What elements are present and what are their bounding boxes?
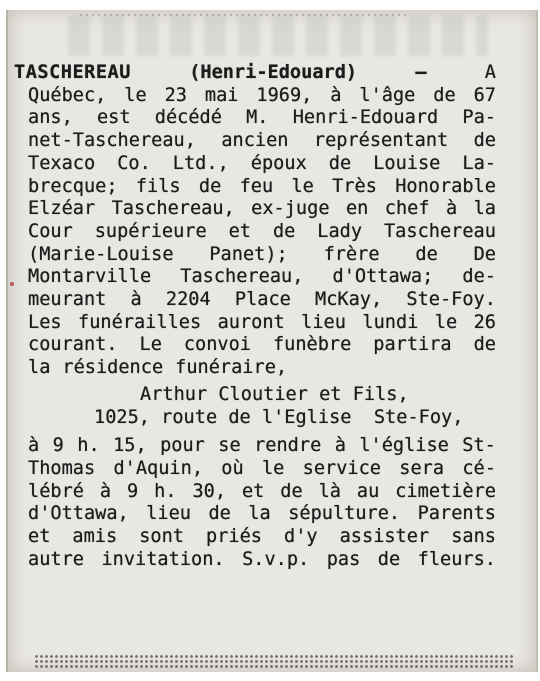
text-line: [28, 312, 496, 335]
word: rendre: [254, 435, 322, 457]
word: 67: [473, 84, 496, 106]
word: funérailles: [78, 311, 202, 333]
word: lébré: [28, 480, 84, 502]
word: de: [328, 152, 352, 174]
word: M.: [246, 107, 269, 129]
halftone-bottom-edge: [34, 654, 514, 670]
word: est: [96, 107, 131, 129]
word: résidence: [62, 357, 164, 379]
word: Place: [234, 289, 291, 311]
word: pour: [160, 435, 205, 457]
text-line: [28, 289, 496, 312]
text-line: [28, 458, 496, 481]
deceased-surname: TASCHEREAU: [14, 62, 131, 83]
word: 9: [52, 435, 64, 457]
word: d'Ottawa,: [28, 503, 129, 525]
text-line: [28, 198, 496, 221]
word: Très: [332, 175, 377, 197]
word: feu: [239, 175, 274, 197]
word: et: [28, 526, 51, 548]
notice-body: [28, 85, 496, 380]
word: Pa-: [462, 107, 496, 129]
text-line: [28, 334, 496, 357]
word: service: [302, 457, 382, 479]
word: McKay,: [315, 289, 383, 311]
word: De: [473, 243, 496, 265]
word: Ste-Foy.: [406, 289, 496, 311]
text-line: [28, 176, 496, 199]
text-line: [28, 549, 496, 572]
word: Québec,: [28, 84, 107, 106]
word: mai: [204, 84, 239, 106]
word: de: [208, 503, 231, 525]
word: pas: [326, 548, 361, 570]
word: à: [130, 289, 142, 311]
text-line: [28, 153, 496, 176]
word: auront: [217, 311, 285, 333]
word: Taschereau: [383, 220, 496, 242]
text-line: [28, 85, 496, 108]
word: à: [445, 198, 458, 220]
word: autre: [28, 548, 84, 570]
deceased-given-names: (Henri-Edouard): [189, 62, 358, 83]
word: représentant: [313, 130, 449, 152]
word: de: [280, 480, 303, 502]
word: en: [345, 198, 369, 220]
word: priés: [206, 526, 262, 548]
word: partira: [373, 334, 452, 356]
word: Ltd.,: [172, 152, 229, 174]
notice-header-line: [14, 62, 496, 85]
word: 9: [127, 480, 139, 502]
word: 15,: [113, 435, 147, 457]
word: d'Ottawa;: [332, 266, 434, 288]
word: S.v.p.: [242, 548, 310, 570]
word: où: [221, 457, 244, 479]
funeral-home-address: 1025, route de l'Eglise Ste-Foy,: [94, 406, 464, 428]
text-line: [28, 107, 496, 130]
word: la: [248, 503, 271, 525]
word: meurant: [28, 289, 107, 311]
word: 30,: [192, 480, 227, 502]
word: là: [318, 480, 341, 502]
word: à: [330, 84, 342, 106]
halftone-top-edge: [78, 12, 408, 20]
word: Henri-Edouard: [292, 107, 439, 129]
word: 2204: [165, 289, 211, 311]
obituary-notice: [14, 62, 496, 571]
word: à: [99, 480, 112, 502]
word: ancien: [221, 130, 289, 152]
ink-speck: [10, 282, 14, 286]
word: invitation.: [101, 548, 225, 570]
word: sépulture.: [288, 503, 401, 525]
reverse-side-bleed: [68, 16, 488, 56]
word: Panet);: [209, 243, 288, 265]
word: de: [473, 130, 496, 152]
word: Montarville: [28, 266, 152, 288]
word: amis: [72, 526, 118, 548]
word: la: [473, 198, 496, 220]
word: Louise: [373, 152, 441, 174]
text-line: [28, 244, 496, 267]
word: chef: [384, 198, 430, 220]
word: le: [434, 311, 458, 333]
word: d'Aquin,: [113, 457, 204, 479]
word: St-: [462, 435, 496, 457]
word: cé-: [462, 457, 496, 479]
word: sera: [399, 457, 445, 479]
word: funéraire,: [175, 357, 288, 379]
word: de: [415, 243, 438, 265]
word: Thomas: [28, 457, 96, 479]
word: cimetière: [395, 480, 496, 502]
word: funèbre: [272, 334, 352, 356]
word: fils: [135, 175, 181, 197]
word: le: [261, 457, 285, 479]
word: frère: [323, 243, 380, 265]
word: la: [28, 357, 51, 379]
word: se: [218, 435, 241, 457]
word: à: [28, 435, 40, 457]
header-dash: —: [415, 62, 427, 83]
word: Taschereau,: [111, 198, 235, 220]
word: et: [228, 220, 251, 242]
word: l'âge: [359, 84, 416, 106]
word: Les: [28, 311, 62, 333]
word: Le: [139, 334, 162, 356]
word: de: [198, 175, 222, 197]
word: h.: [77, 435, 100, 457]
text-line: [28, 481, 496, 504]
word: La-: [462, 152, 496, 174]
text-line: [28, 221, 496, 244]
word: décédé: [154, 107, 222, 129]
word: 26: [473, 311, 496, 333]
notice-closing: [28, 435, 496, 571]
word: ex-juge: [251, 198, 330, 220]
text-line: [28, 130, 496, 153]
word: Lady: [317, 220, 363, 242]
word: supérieure: [94, 220, 207, 242]
word: sans: [451, 526, 496, 548]
text-line: [28, 503, 496, 526]
word: Co.: [117, 152, 151, 174]
word: de: [433, 84, 456, 106]
text-line: [28, 266, 496, 289]
word: sont: [139, 526, 184, 548]
word: de: [473, 334, 496, 356]
word: (Marie-Louise: [28, 243, 174, 265]
word: lieu: [301, 311, 346, 333]
word: de: [272, 220, 296, 242]
word: lieu: [146, 503, 191, 525]
word: d'y: [284, 526, 318, 548]
word: Honorable: [395, 175, 496, 197]
word: convoi: [183, 334, 251, 356]
word: l'église: [359, 435, 449, 457]
header-lead-word: A: [484, 62, 496, 83]
word: au: [356, 480, 380, 502]
word: époux: [250, 152, 307, 174]
word: de: [377, 548, 401, 570]
word: Taschereau,: [180, 266, 304, 288]
word: de-: [462, 266, 496, 288]
word: brecque;: [28, 175, 118, 197]
word: Elzéar: [28, 198, 96, 220]
word: 1969,: [256, 84, 313, 106]
word: courant.: [28, 334, 118, 356]
word: Cour: [28, 220, 73, 242]
word: assister: [339, 526, 430, 548]
word: à: [334, 435, 346, 457]
text-line: [28, 435, 496, 458]
word: Parents: [417, 503, 496, 525]
text-line: [28, 357, 496, 380]
funeral-home-name: Arthur Cloutier et Fils,: [140, 383, 409, 405]
word: fleurs.: [417, 548, 496, 570]
word: Texaco: [28, 152, 96, 174]
word: ans,: [28, 107, 73, 129]
word: le: [291, 175, 314, 197]
word: h.: [154, 480, 177, 502]
word: et: [241, 480, 265, 502]
word: le: [124, 84, 147, 106]
word: lundi: [362, 311, 419, 333]
text-line: [28, 526, 496, 549]
word: 23: [164, 84, 187, 106]
word: net-Taschereau,: [28, 130, 196, 152]
